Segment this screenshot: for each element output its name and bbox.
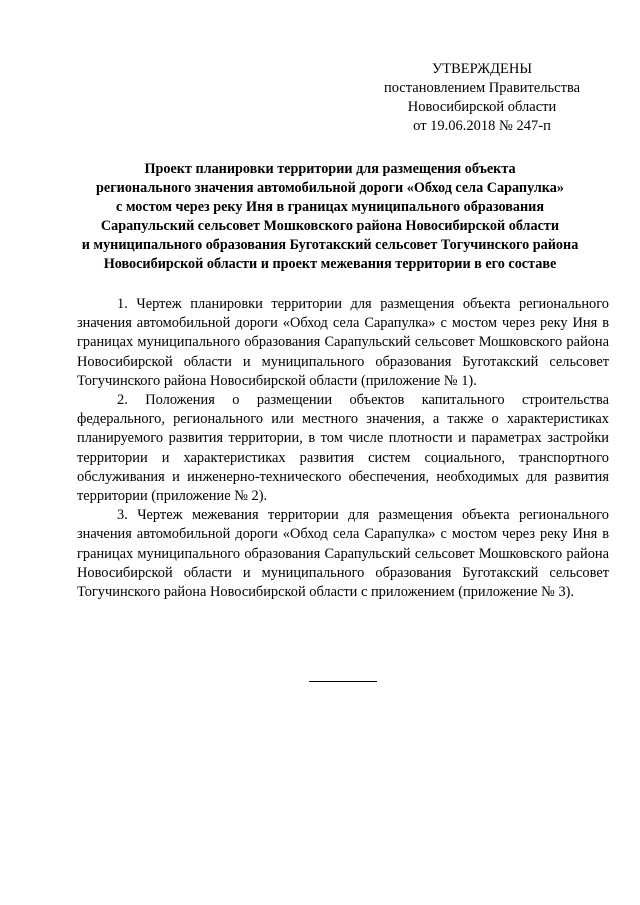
approval-heading: УТВЕРЖДЕНЫ	[431, 61, 533, 77]
approval-date-number: от 19.06.2018 № 247-п	[413, 118, 551, 134]
item-number: 2.	[117, 392, 128, 409]
end-divider	[309, 681, 377, 682]
item-text: Чертеж межевания территории для размещения объекта регионального значения автомобильной дороги «Обход села Сарапулка» с мостом через реку Иня в границах муниципального образования Сарапульский сельсовет Мошковского района Новосибирской области и муниципального образования Буготакский сельсовет Тогучинского района Новосибирской области с приложением (приложение № 3).	[77, 507, 609, 601]
title-line: Новосибирской области и проект межевания территории в его составе	[103, 256, 557, 272]
list-item	[77, 506, 609, 602]
item-number: 1.	[117, 296, 128, 312]
approval-stamp	[372, 60, 592, 136]
list-item	[77, 391, 609, 506]
approval-decree-line: постановлением Правительства	[383, 80, 581, 96]
document-title	[60, 160, 600, 274]
title-line: и муниципального образования Буготакский сельсовет Тогучинского района	[81, 237, 579, 253]
item-text: Положения о размещении объектов капитального строительства федерального, регионального или местного значения, а также о характеристиках планируемого развития территории, в том числе плотности и параметрах застройки территории и характеристиках развития систем социального, транспортного обслуживания и инженерно-технического обеспечения, необходимых для развития территории (приложение № 2).	[77, 392, 609, 505]
approval-region-line: Новосибирской области	[407, 99, 557, 115]
title-line: Сарапульский сельсовет Мошковского района Новосибирской области	[100, 218, 560, 234]
list-item	[77, 295, 609, 391]
title-line: Проект планировки территории для размещения объекта	[144, 161, 516, 177]
title-line: с мостом через реку Иня в границах муниципального образования	[115, 199, 544, 215]
item-text: Чертеж планировки территории для размещения объекта регионального значения автомобильной дороги «Обход села Сарапулка» с мостом через реку Иня в границах муниципального образования Сарапульский сельсовет Мошковского района Новосибирской области и муниципального образования Буготакский сельсовет Тогучинского района Новосибирской области (приложение № 1).	[77, 296, 609, 389]
document-body	[77, 295, 609, 602]
title-line: регионального значения автомобильной дороги «Обход села Сарапулка»	[96, 180, 564, 196]
item-number: 3.	[117, 507, 128, 524]
